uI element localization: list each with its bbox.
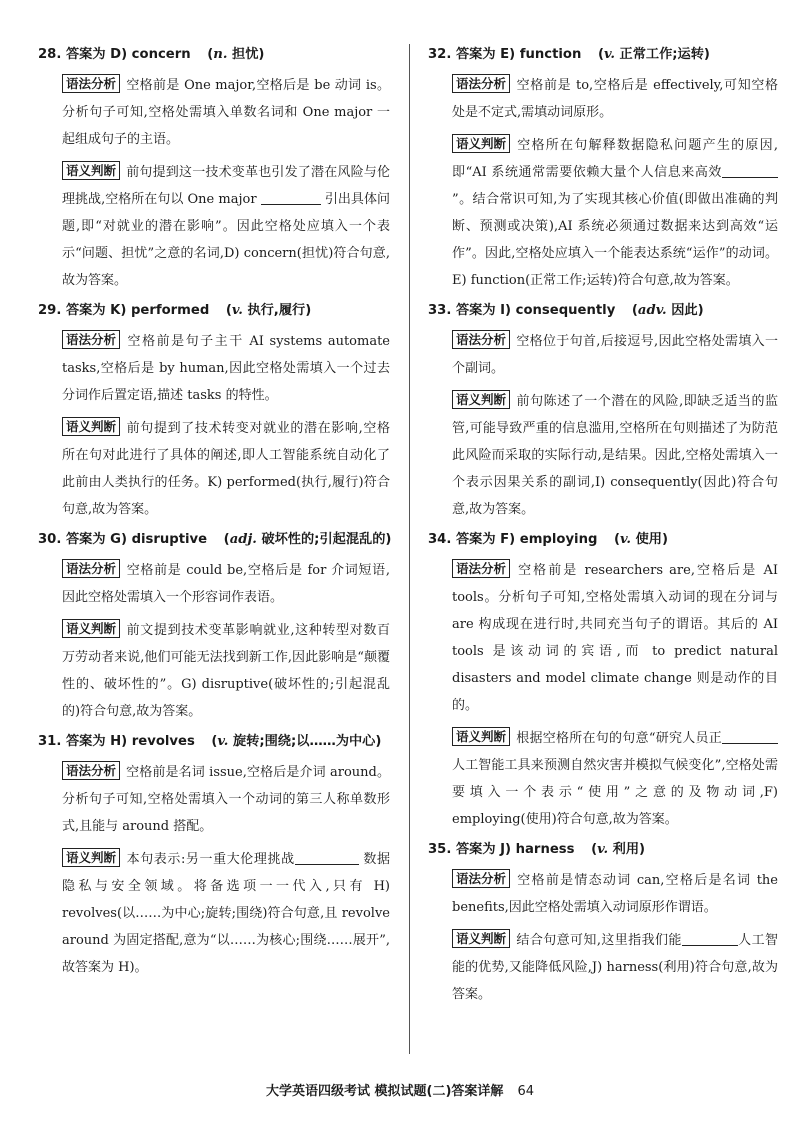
grammar-analysis: 语法分析 空格前是 One major,空格后是 be 动词 is。分析句子可知,空格处需填入单数名词和 One major 一起组成句子的主语。 <box>62 76 390 147</box>
answer-entry-35 <box>428 839 778 1008</box>
grammar-tag: 语法分析 <box>452 330 510 349</box>
semantic-judgment: 语义判断 前句陈述了一个潜在的风险,即缺乏适当的监管,可能导致严重的信息滥用,空格所在句则描述了为防范此风险而采取的实际行动,是结果。因此,空格处需填入一个表示因果关系的副词,I) consequently(因此)符合句意,故为答案。 <box>452 392 778 517</box>
grammar-analysis: 语法分析 空格位于句首,后接逗号,因此空格处需填入一个副词。 <box>452 332 778 376</box>
answer-entry-31 <box>38 731 390 981</box>
grammar-analysis: 语法分析 空格前是名词 issue,空格后是介词 around。分析句子可知,空格处需填入一个动词的第三人称单数形式,且能与 around 搭配。 <box>62 763 390 834</box>
answer-entry-29 <box>38 300 390 523</box>
grammar-tag: 语法分析 <box>452 869 510 888</box>
semantic-judgment: 语义判断 前文提到技术变革影响就业,这种转型对数百万劳动者来说,他们可能无法找到新工作,因此影响是“颠覆性的、破坏性的”。G) disruptive(破坏性的;引起混乱的)符合句意,故为答案。 <box>62 621 390 719</box>
page-footer <box>0 1080 800 1099</box>
entry-heading: 30. 答案为 G) disruptive (adj. 破坏性的;引起混乱的) <box>38 532 392 547</box>
semantic-judgment: 语义判断 前句提到这一技术变革也引发了潜在风险与伦理挑战,空格所在句以 One major 引出具体问题,即“对就业的潜在影响”。因此空格处应填入一个表示“问题、担忧”之意的名词,D) concern(担忧)符合句意,故为答案。 <box>62 163 390 288</box>
semantic-tag: 语义判断 <box>452 929 510 948</box>
answer-entry-30 <box>38 529 390 725</box>
answer-entry-32 <box>428 44 778 294</box>
grammar-analysis: 语法分析 空格前是句子主干 AI systems automate tasks,空格后是 by human,因此空格处需填入一个过去分词作后置定语,描述 tasks 的特性。 <box>62 332 390 403</box>
answer-entry-33 <box>428 300 778 523</box>
grammar-analysis: 语法分析 空格前是 could be,空格后是 for 介词短语,因此空格处需填入一个形容词作表语。 <box>62 561 390 605</box>
grammar-analysis: 语法分析 空格前是 to,空格后是 effectively,可知空格处是不定式,需填动词原形。 <box>452 76 778 120</box>
blank-line <box>295 850 359 865</box>
grammar-tag: 语法分析 <box>62 74 120 93</box>
entry-heading: 28. 答案为 D) concern (n. 担忧) <box>38 47 265 62</box>
semantic-tag: 语义判断 <box>62 417 120 436</box>
grammar-tag: 语法分析 <box>62 330 120 349</box>
blank-line <box>722 729 778 744</box>
grammar-tag: 语法分析 <box>452 74 510 93</box>
grammar-analysis: 语法分析 空格前是情态动词 can,空格后是名词 the benefits,因此空格处需填入动词原形作谓语。 <box>452 871 778 915</box>
entry-heading: 33. 答案为 I) consequently (adv. 因此) <box>428 303 704 318</box>
semantic-judgment: 语义判断 本句表示:另一重大伦理挑战 数据隐私与安全领域。将备选项一一代入,只有 H) revolves(以……为中心;旋转;围绕)符合句意,且 revolve around 为固定搭配,意为“以……为核心;围绕……展开”,故答案为 H)。 <box>62 850 390 975</box>
semantic-tag: 语义判断 <box>452 134 510 153</box>
page-number: 64 <box>517 1084 534 1099</box>
blank-line <box>261 190 321 205</box>
semantic-judgment: 语义判断 空格所在句解释数据隐私问题产生的原因,即“AI 系统通常需要依赖大量个人信息来高效”。结合常识可知,为了实现其核心价值(即做出准确的判断、预测或决策),AI 系统必须通过数据来达到高效“运作”。因此,空格处应填入一个能表达系统“运作”的动词。E) function(正常工作;运转)符合句意,故为答案。 <box>452 136 778 288</box>
semantic-judgment: 语义判断 前句提到了技术转变对就业的潜在影响,空格所在句对此进行了具体的阐述,即人工智能系统自动化了此前由人类执行的任务。K) performed(执行,履行)符合句意,故为答案。 <box>62 419 390 517</box>
grammar-analysis: 语法分析 空格前是 researchers are,空格后是 AI tools。分析句子可知,空格处需填入动词的现在分词与 are 构成现在进行时,共同充当句子的谓语。其后的 AI tools 是该动词的宾语,而 to predict natural disasters and model climate change 则是动作的目的。 <box>452 561 778 713</box>
entry-heading: 29. 答案为 K) performed (v. 执行,履行) <box>38 303 312 318</box>
semantic-tag: 语义判断 <box>62 619 120 638</box>
entry-heading: 35. 答案为 J) harness (v. 利用) <box>428 842 646 857</box>
semantic-tag: 语义判断 <box>452 727 510 746</box>
footer-title: 大学英语四级考试 模拟试题(二)答案详解 <box>266 1084 504 1099</box>
semantic-judgment: 语义判断 结合句意可知,这里指我们能 人工智能的优势,又能降低风险,J) harness(利用)符合句意,故为答案。 <box>452 931 778 1002</box>
semantic-tag: 语义判断 <box>62 161 120 180</box>
answer-entry-34 <box>428 529 778 833</box>
right-column <box>428 44 778 1014</box>
entry-heading: 32. 答案为 E) function (v. 正常工作;运转) <box>428 47 710 62</box>
answer-entry-28 <box>38 44 390 294</box>
semantic-tag: 语义判断 <box>62 848 120 867</box>
grammar-tag: 语法分析 <box>62 559 120 578</box>
left-column <box>38 44 390 987</box>
semantic-tag: 语义判断 <box>452 390 510 409</box>
grammar-tag: 语法分析 <box>62 761 120 780</box>
grammar-tag: 语法分析 <box>452 559 510 578</box>
blank-line <box>682 931 738 946</box>
semantic-judgment: 语义判断 根据空格所在句的句意“研究人员正人工智能工具来预测自然灾害并模拟气候变化”,空格处需要填入一个表示“使用”之意的及物动词,F) employing(使用)符合句意,故为答案。 <box>452 729 778 827</box>
column-divider <box>409 44 410 1054</box>
entry-heading: 34. 答案为 F) employing (v. 使用) <box>428 532 668 547</box>
blank-line <box>722 163 778 178</box>
entry-heading: 31. 答案为 H) revolves (v. 旋转;围绕;以……为中心) <box>38 734 382 749</box>
